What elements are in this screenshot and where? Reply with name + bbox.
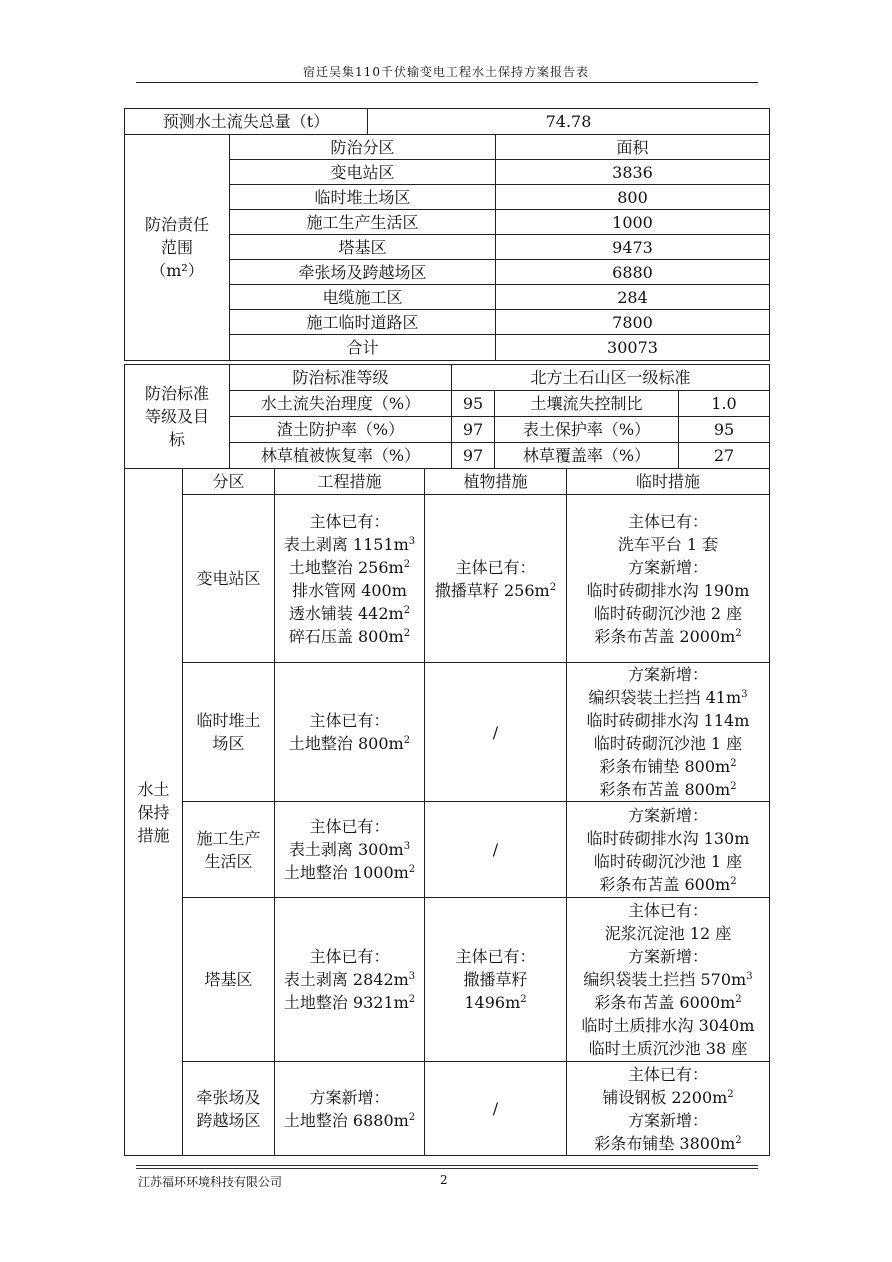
zone-name: 施工临时道路区 — [230, 310, 496, 335]
zone-area: 9473 — [496, 235, 770, 260]
measure-line: $1496m^2$ — [464, 993, 527, 1012]
measure-line: 临时砖砌沉沙池 1 座 — [593, 734, 743, 753]
zone-name: 牵张场及跨越场区 — [230, 260, 496, 285]
measure-line: 编织袋装土拦挡 $570m^3$ — [583, 970, 753, 989]
target-value: 97 — [452, 417, 495, 443]
col-header-zone: 防治分区 — [230, 135, 496, 160]
zone-name: 施工生产生活区 — [230, 210, 496, 235]
plant-measures — [425, 495, 567, 663]
measure-line: 主体已有： — [627, 901, 708, 920]
measure-line: 表土剥离 $2842m^3$ — [283, 970, 416, 989]
measure-line: 表土剥离 $1151m^3$ — [283, 534, 416, 554]
col-header-plant: 植物措施 — [425, 469, 567, 495]
measure-line: 临时砖砌排水沟 130m — [586, 828, 750, 848]
target-name: 渣土防护率（%） — [230, 417, 452, 443]
measure-line: 彩条布铺垫 $800m^2$ — [599, 757, 737, 776]
measure-row — [125, 495, 770, 663]
engineering-measures — [275, 898, 425, 1062]
measure-line: 主体已有： — [309, 947, 390, 966]
target-value: 95 — [679, 417, 770, 443]
loss-total-value: 74.78 — [368, 109, 770, 135]
target-name: 林草植被恢复率（%） — [230, 443, 452, 469]
measure-line: / — [492, 840, 499, 859]
col-header-area: 面积 — [496, 135, 770, 160]
measure-line: 临时砖砌沉沙池 2 座 — [593, 603, 743, 623]
target-name: 土壤流失控制比 — [495, 391, 679, 417]
total-area: 30073 — [496, 335, 770, 361]
measure-line: 土地整治 $800m^2$ — [288, 734, 411, 753]
target-name: 林草覆盖率（%） — [495, 443, 679, 469]
measures-label: 水土 保持 措施 — [125, 469, 183, 1156]
page-number: 2 — [440, 1173, 448, 1187]
engineering-measures — [275, 1062, 425, 1156]
measure-line: 土地整治 $9321m^2$ — [283, 993, 416, 1012]
measure-line: 方案新增： — [627, 805, 708, 825]
header-rule — [136, 82, 758, 83]
zone-area: 3836 — [496, 160, 770, 185]
measure-row — [125, 802, 770, 898]
target-value: 1.0 — [679, 391, 770, 417]
measure-line: 碎石压盖 $800m^2$ — [288, 626, 411, 646]
temporary-measures — [567, 1062, 770, 1156]
grade-label: 防治标准等级 — [230, 365, 452, 391]
measure-line: 透水铺装 $442m^2$ — [288, 603, 411, 623]
plant-measures — [425, 802, 567, 898]
loss-total-label: 预测水土流失总量（t） — [125, 109, 368, 135]
measure-line: 土地整治 $256m^2$ — [288, 557, 411, 577]
col-header-temporary: 临时措施 — [567, 469, 770, 495]
measure-zone: 施工生产 生活区 — [183, 802, 275, 898]
measure-line: 方案新增： — [627, 557, 708, 577]
zone-name: 电缆施工区 — [230, 285, 496, 310]
zone-name: 变电站区 — [230, 160, 496, 185]
standard-label: 防治标准 等级及目 标 — [125, 365, 230, 469]
summary-table — [124, 108, 770, 361]
measure-line: 方案新增： — [627, 665, 708, 684]
grade-value: 北方土石山区一级标准 — [452, 365, 770, 391]
measure-line: 主体已有： — [455, 557, 536, 577]
measure-line: 主体已有： — [309, 711, 390, 730]
total-name: 合计 — [230, 335, 496, 361]
page-header-title: 宿迁吴集110千伏输变电工程水土保持方案报告表 — [303, 65, 589, 79]
footer-company: 江苏福环环境科技有限公司 — [138, 1175, 283, 1189]
engineering-measures — [275, 802, 425, 898]
measure-line: 洗车平台 1 套 — [617, 534, 719, 554]
footer-rule — [136, 1165, 758, 1166]
plant-measures — [425, 898, 567, 1062]
measure-zone: 变电站区 — [183, 495, 275, 663]
measure-line: 方案新增： — [309, 1087, 390, 1107]
measure-line: 临时土质排水沟 3040m — [581, 1016, 755, 1035]
measure-line: 临时土质沉沙池 38 座 — [588, 1039, 748, 1058]
measure-line: 土地整治 $1000m^2$ — [283, 863, 416, 882]
zone-area: 6880 — [496, 260, 770, 285]
zone-area: 7800 — [496, 310, 770, 335]
measure-line: 排水管网 400m — [292, 580, 407, 600]
measure-line: 临时砖砌排水沟 190m — [586, 580, 750, 600]
zone-name: 临时堆土场区 — [230, 185, 496, 210]
zone-area: 1000 — [496, 210, 770, 235]
measure-line: 彩条布苫盖 $6000m^2$ — [594, 993, 742, 1012]
measures-table — [124, 468, 770, 1156]
engineering-measures — [275, 495, 425, 663]
measure-row — [125, 898, 770, 1062]
plant-measures — [425, 1062, 567, 1156]
measure-zone: 牵张场及 跨越场区 — [183, 1062, 275, 1156]
target-value: 97 — [452, 443, 495, 469]
measure-line: 方案新增： — [627, 1110, 708, 1130]
measure-line: 主体已有： — [455, 947, 536, 966]
plant-measures — [425, 663, 567, 802]
measure-line: 主体已有： — [627, 1064, 708, 1084]
col-header-engineering: 工程措施 — [275, 469, 425, 495]
measure-line: 彩条布苫盖 $800m^2$ — [599, 780, 737, 799]
measure-line: 土地整治 $6880m^2$ — [283, 1110, 416, 1130]
measure-line: 临时砖砌排水沟 114m — [586, 711, 750, 730]
target-value: 27 — [679, 443, 770, 469]
measure-line: / — [492, 722, 499, 742]
measure-line: 撒播草籽 — [463, 970, 528, 989]
responsibility-label: 防治责任 范围 （m²） — [125, 135, 230, 361]
measure-row — [125, 1062, 770, 1156]
temporary-measures — [567, 802, 770, 898]
measure-line: / — [492, 1099, 499, 1118]
target-value: 95 — [452, 391, 495, 417]
measure-line: 编织袋装土拦挡 $41m^3$ — [588, 688, 748, 707]
measure-line: 彩条布苫盖 $600m^2$ — [599, 874, 737, 894]
temporary-measures — [567, 898, 770, 1062]
zone-area: 800 — [496, 185, 770, 210]
temporary-measures — [567, 663, 770, 802]
col-header-zone: 分区 — [183, 469, 275, 495]
temporary-measures — [567, 495, 770, 663]
measure-line: 铺设钢板 $2200m^2$ — [602, 1087, 734, 1107]
measure-line: 临时砖砌沉沙池 1 座 — [593, 851, 743, 871]
zone-name: 塔基区 — [230, 235, 496, 260]
measure-line: 主体已有： — [309, 817, 390, 836]
target-name: 水土流失治理度（%） — [230, 391, 452, 417]
target-name: 表土保护率（%） — [495, 417, 679, 443]
standard-table — [124, 364, 770, 469]
measure-row — [125, 663, 770, 802]
zone-area: 284 — [496, 285, 770, 310]
measure-zone: 塔基区 — [183, 898, 275, 1062]
measure-line: 彩条布苫盖 $2000m^2$ — [594, 626, 742, 646]
measure-line: 泥浆沉淀池 12 座 — [604, 924, 732, 943]
measure-line: 表土剥离 $300m^3$ — [288, 840, 411, 859]
measure-line: 主体已有： — [627, 511, 708, 531]
measure-zone: 临时堆土 场区 — [183, 663, 275, 802]
measure-line: 主体已有： — [309, 511, 390, 531]
measure-line: 撒播草籽 $256m^2$ — [434, 580, 557, 600]
footer-rule — [136, 1168, 758, 1169]
measure-line: 彩条布铺垫 $3800m^2$ — [594, 1133, 742, 1153]
measure-line: 方案新增： — [627, 947, 708, 966]
engineering-measures — [275, 663, 425, 802]
